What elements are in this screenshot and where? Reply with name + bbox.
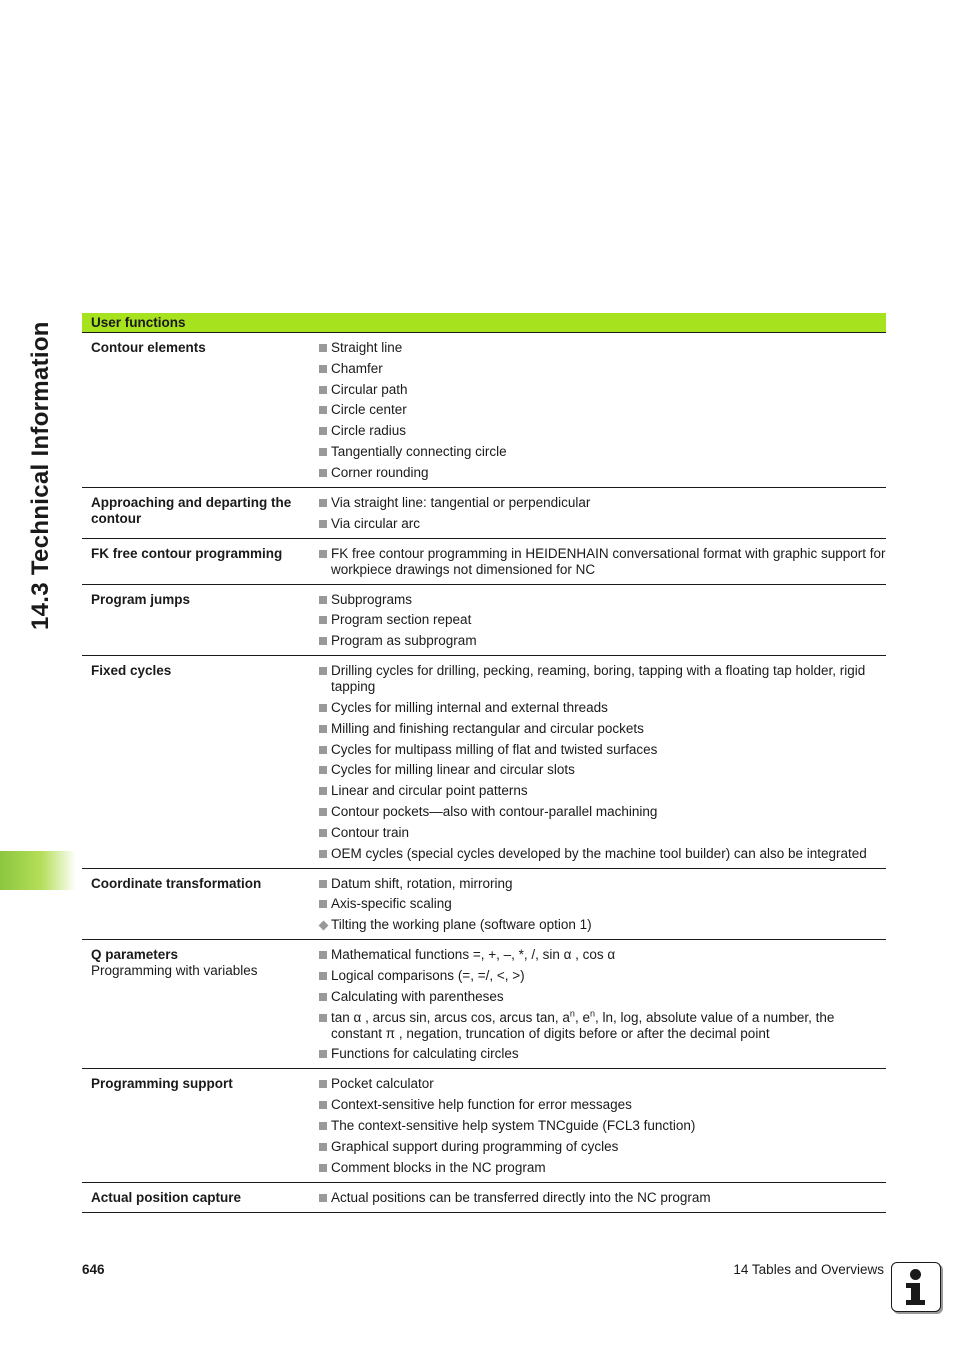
list-item-text: Chamfer [331,360,383,376]
list-item-text: Tilting the working plane (software option 1) [331,917,592,933]
list-item [319,876,886,892]
superscript: n [569,1008,575,1019]
row-label [82,1190,308,1206]
chapter-footer: 14 Tables and Overviews [733,1262,884,1277]
square-bullet-icon [319,972,327,980]
info-icon [891,1262,941,1312]
list-item-text: Actual positions can be transferred directly into the NC program [331,1189,711,1205]
list-item [319,546,886,578]
square-bullet-icon [319,880,327,888]
table-row [82,940,886,1069]
row-label-title: Coordinate transformation [91,875,262,891]
row-label [82,876,308,934]
row-label [82,947,308,1062]
row-items [308,546,886,578]
square-bullet-icon [319,1194,327,1202]
row-items [308,663,886,861]
list-item-text: tan α , arcus sin, arcus cos, arcus tan, a [331,1009,570,1025]
list-item-text: Circle center [331,402,407,418]
row-items [308,876,886,934]
list-item [319,495,886,511]
square-bullet-icon [319,766,327,774]
list-item-text: Milling and finishing rectangular and circular pockets [331,720,644,736]
row-label-title: Fixed cycles [91,663,172,679]
list-item [319,700,886,716]
square-bullet-icon [319,725,327,733]
row-label [82,592,308,650]
row-label [82,546,308,578]
row-label-title: Actual position capture [91,1189,242,1205]
list-item [319,1097,886,1113]
list-item [319,947,886,963]
list-item [319,612,886,628]
list-item [319,633,886,649]
square-bullet-icon [319,829,327,837]
list-item [319,423,886,439]
square-bullet-icon [319,900,327,908]
list-item [319,1190,886,1206]
list-item-text: Pocket calculator [331,1076,434,1092]
user-functions-table [82,313,886,1213]
list-item-text: Cycles for multipass milling of flat and twisted surfaces [331,741,658,757]
list-item-text: Datum shift, rotation, mirroring [331,875,513,891]
row-items [308,1190,886,1206]
row-label [82,495,308,532]
table-row [82,539,886,585]
square-bullet-icon [319,746,327,754]
list-item-text: Subprograms [331,591,413,607]
list-item-text: Cycles for milling internal and external threads [331,699,608,715]
page-number: 646 [82,1262,105,1277]
list-item-text: Contour pockets—also with contour-parallel machining [331,803,658,819]
square-bullet-icon [319,808,327,816]
square-bullet-icon [319,469,327,477]
list-item [319,783,886,799]
square-bullet-icon [319,704,327,712]
list-item-text: Circle radius [331,423,407,439]
table-row [82,333,886,488]
square-bullet-icon [319,1014,327,1022]
row-label-subtitle: Programming with variables [91,963,258,979]
row-label-title: FK free contour programming [91,545,283,561]
list-item-text: Functions for calculating circles [331,1046,519,1062]
row-items [308,495,886,532]
square-bullet-icon [319,550,327,558]
list-item-text: Drilling cycles for drilling, pecking, reaming, boring, tapping with a floating tap holder, rigid tapping [331,663,866,695]
list-item [319,804,886,820]
square-bullet-icon [319,951,327,959]
square-bullet-icon [319,427,327,435]
list-item-text: OEM cycles (special cycles developed by the machine tool builder) can also be integrated [331,845,867,861]
list-item-text: Via circular arc [331,515,421,531]
square-bullet-icon [319,344,327,352]
list-item-text: Graphical support during programming of cycles [331,1138,619,1154]
square-bullet-icon [319,1050,327,1058]
list-item-text: Context-sensitive help function for error messages [331,1097,632,1113]
table-row [82,869,886,941]
list-item-text: , ln, log, absolute value of a number, the constant π , negation, truncation of digits before or after the decimal point [331,1009,835,1041]
list-item [319,1076,886,1092]
list-item-text: The context-sensitive help system TNCguide (FCL3 function) [331,1117,696,1133]
list-item [319,465,886,481]
superscript: n [589,1008,595,1019]
row-label-title: Contour elements [91,340,206,355]
list-item [319,762,886,778]
list-item [319,592,886,608]
side-chapter-title [26,312,56,630]
list-item [319,846,886,862]
list-item [319,382,886,398]
square-bullet-icon [319,1101,327,1109]
row-label-title: Programming support [91,1076,233,1092]
list-item [319,896,886,912]
list-item-text: Mathematical functions =, +, –, *, /, sin α , cos α [331,947,616,963]
square-bullet-icon [319,850,327,858]
row-label-title: Program jumps [91,591,191,607]
list-item-text: Axis-specific scaling [331,896,452,912]
list-item [319,1046,886,1062]
list-item [319,1010,886,1042]
diamond-bullet-icon [319,920,329,930]
list-item [319,444,886,460]
square-bullet-icon [319,448,327,456]
table-body [82,333,886,1213]
side-chapter-title-text: 14.3 Technical Information [27,321,54,630]
list-item [319,968,886,984]
row-label [82,663,308,861]
table-row [82,585,886,657]
row-items [308,592,886,650]
row-label [82,1076,308,1175]
list-item-text: Straight line [331,340,403,355]
list-item [319,1118,886,1134]
list-item [319,516,886,532]
square-bullet-icon [319,386,327,394]
list-item-text: Calculating with parentheses [331,988,504,1004]
table-row [82,1069,886,1182]
square-bullet-icon [319,520,327,528]
row-label-title: Q parameters [91,947,179,963]
table-header: User functions [82,313,886,333]
list-item-text: Contour train [331,824,410,840]
list-item-text: Circular path [331,381,408,397]
list-item-text: Cycles for milling linear and circular slots [331,762,575,778]
chapter-tab [0,851,76,890]
list-item [319,1160,886,1176]
row-items [308,340,886,481]
list-item-text: FK free contour programming in HEIDENHAIN conversational format with graphic support for workpiece drawings not dimensioned for NC [331,545,886,577]
list-item-text: Linear and circular point patterns [331,783,528,799]
table-row [82,488,886,539]
list-item-text: Program as subprogram [331,633,477,649]
list-item-text: Tangentially connecting circle [331,443,507,459]
list-item-text: Logical comparisons (=, =/, <, >) [331,967,525,983]
square-bullet-icon [319,787,327,795]
row-items [308,947,886,1062]
list-item [319,825,886,841]
list-item [319,340,886,356]
square-bullet-icon [319,499,327,507]
list-item-text: Comment blocks in the NC program [331,1159,546,1175]
row-items [308,1076,886,1175]
table-row [82,656,886,868]
list-item [319,742,886,758]
list-item [319,1139,886,1155]
list-item [319,917,886,933]
square-bullet-icon [319,1122,327,1130]
list-item-text: Via straight line: tangential or perpendicular [331,494,591,510]
list-item-text: Program section repeat [331,612,472,628]
square-bullet-icon [319,365,327,373]
list-item-text: Corner rounding [331,464,429,480]
list-item [319,402,886,418]
square-bullet-icon [319,637,327,645]
table-row [82,1183,886,1213]
row-label [82,340,308,481]
row-label-title: Approaching and departing the contour [91,494,292,526]
list-item [319,989,886,1005]
list-item-text: , e [574,1009,590,1025]
square-bullet-icon [319,406,327,414]
list-item [319,721,886,737]
list-item [319,663,886,695]
square-bullet-icon [319,667,327,675]
square-bullet-icon [319,1164,327,1172]
square-bullet-icon [319,993,327,1001]
list-item [319,361,886,377]
square-bullet-icon [319,1143,327,1151]
square-bullet-icon [319,596,327,604]
square-bullet-icon [319,616,327,624]
square-bullet-icon [319,1080,327,1088]
